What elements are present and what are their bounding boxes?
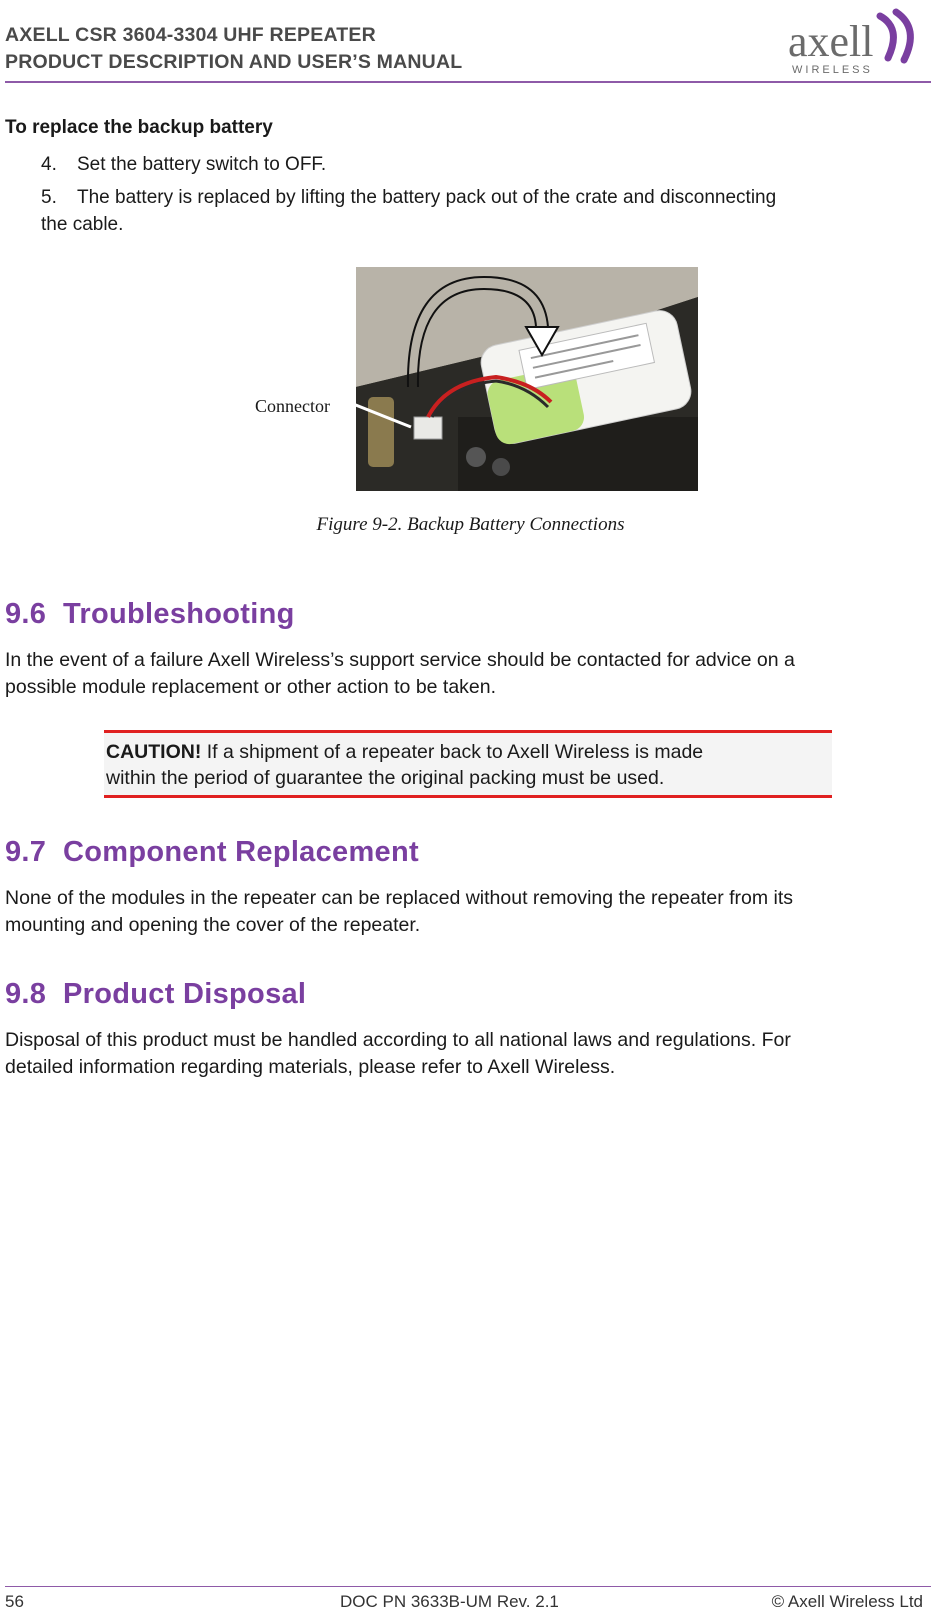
section-title: Product Disposal bbox=[63, 978, 307, 1010]
step-5-continuation: the cable. bbox=[41, 214, 124, 235]
paragraph-line: Disposal of this product must be handled according to all national laws and regulations. For bbox=[5, 1029, 791, 1051]
paragraph-line: In the event of a failure Axell Wireless’s support service should be contacted for advice on a bbox=[5, 649, 795, 671]
paragraph-line: detailed information regarding materials, please refer to Axell Wireless. bbox=[5, 1056, 616, 1078]
troubleshooting-paragraph bbox=[5, 647, 937, 701]
footer-divider bbox=[5, 1586, 931, 1587]
disposal-paragraph bbox=[5, 1027, 937, 1081]
step-number: 4. bbox=[41, 154, 57, 175]
section-number: 9.8 bbox=[5, 978, 47, 1010]
caution-label: CAUTION! bbox=[106, 741, 202, 763]
connector-label: Connector bbox=[255, 396, 330, 416]
footer-page-number: 56 bbox=[5, 1592, 24, 1611]
header-divider bbox=[5, 81, 931, 83]
header-line-2: PRODUCT DESCRIPTION AND USER’S MANUAL bbox=[5, 51, 463, 73]
logo-subtext: WIRELESS bbox=[792, 64, 873, 76]
paragraph-line: None of the modules in the repeater can be replaced without removing the repeater from its bbox=[5, 887, 794, 909]
axell-logo bbox=[780, 6, 920, 78]
caution-text bbox=[106, 739, 830, 791]
step-5 bbox=[41, 184, 776, 211]
footer-doc-number: DOC PN 3633B-UM Rev. 2.1 bbox=[340, 1592, 559, 1611]
header-line-1: AXELL CSR 3604-3304 UHF REPEATER bbox=[5, 24, 376, 46]
section-title: Troubleshooting bbox=[63, 598, 295, 630]
logo-wordmark: axell bbox=[788, 17, 874, 66]
step-text: Set the battery switch to OFF. bbox=[77, 154, 327, 175]
caution-line-1: If a shipment of a repeater back to Axell Wireless is made bbox=[201, 741, 704, 763]
battery-heading: To replace the backup battery bbox=[5, 117, 273, 138]
step-text: The battery is replaced by lifting the battery pack out of the crate and disconnecting bbox=[77, 187, 777, 208]
section-number: 9.6 bbox=[5, 598, 47, 630]
paragraph-line: mounting and opening the cover of the repeater. bbox=[5, 914, 421, 936]
figure-caption: Figure 9-2. Backup Battery Connections bbox=[316, 514, 625, 535]
footer-copyright: © Axell Wireless Ltd bbox=[771, 1592, 923, 1611]
caution-line-2: within the period of guarantee the original packing must be used. bbox=[106, 767, 665, 789]
document-header bbox=[5, 22, 462, 76]
battery-photo bbox=[356, 267, 698, 491]
section-heading-component-replacement bbox=[5, 836, 419, 869]
section-heading-product-disposal bbox=[5, 978, 306, 1011]
section-number: 9.7 bbox=[5, 836, 47, 868]
step-4 bbox=[41, 151, 326, 178]
step-number: 5. bbox=[41, 187, 57, 208]
paragraph-line: possible module replacement or other action to be taken. bbox=[5, 676, 497, 698]
section-heading-troubleshooting bbox=[5, 598, 295, 631]
section-title: Component Replacement bbox=[63, 836, 419, 868]
caution-box bbox=[104, 730, 832, 798]
component-paragraph bbox=[5, 885, 937, 939]
